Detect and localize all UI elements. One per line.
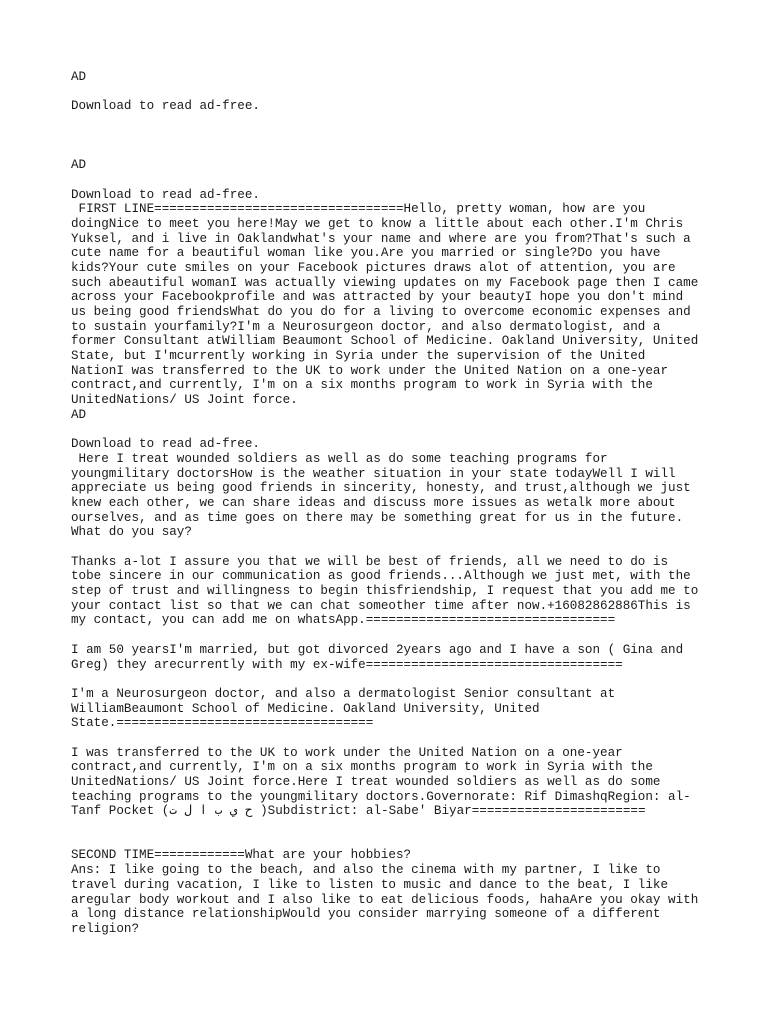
- text-line: teaching programs to the youngmilitary doctors.Governorate: Rif DimashqRegion: al-: [71, 789, 691, 804]
- text-line: Ans: I like going to the beach, and also the cinema with my partner, I like to: [71, 863, 661, 878]
- text-line: I am 50 yearsI'm married, but got divorced 2years ago and I have a son ( Gina and: [71, 642, 684, 657]
- text-line: your contact list so that we can chat someother time after now.+16082862886This is: [71, 598, 691, 613]
- text-line: step of trust and willingness to begin thisfriendship, I request that you add me to: [71, 584, 699, 599]
- text-line: travel during vacation, I like to listen to music and dance to the beat, I like: [71, 877, 669, 892]
- text-line: my contact, you can add me on whatsApp.=================================: [71, 613, 616, 628]
- text-line: aregular body workout and I also like to eat delicious foods, hahaAre you okay with: [71, 892, 699, 907]
- text-line: ourselves, and as time goes on there may be something great for us in the future.: [71, 510, 684, 525]
- text-line: such abeautiful womanI was actually viewing updates on my Facebook page then I came: [71, 275, 699, 290]
- paragraph-neurosurgeon: [71, 687, 711, 731]
- text-line: contract,and currently, I'm on a six months program to work in Syria with the: [71, 760, 653, 775]
- text-line: across your Facebookprofile and was attracted by your beautyI hope you don't mind: [71, 290, 684, 305]
- text-line: State, but I'mcurrently working in Syria under the supervision of the United: [71, 349, 646, 364]
- text-line: UnitedNations/ US Joint force.Here I treat wounded soldiers as well as do some: [71, 775, 661, 789]
- text-line: us being good friendsWhat do you do for a living to overcome economic expenses and: [71, 305, 691, 319]
- text-line: SECOND TIME============What are your hobbies?: [71, 848, 412, 863]
- text-line: I'm a Neurosurgeon doctor, and also a dermatologist Senior consultant at: [71, 686, 616, 701]
- text-line: Greg) they arecurrently with my ex-wife==================================: [71, 657, 623, 672]
- text-line: a long distance relationshipWould you consider marrying someone of a different: [71, 907, 661, 922]
- text-line: doingNice to meet you here!May we get to know a little about each other.I'm Chris: [71, 216, 684, 231]
- text-line: Here I treat wounded soldiers as well as do some teaching programs for: [71, 451, 608, 466]
- text-line: NationI was transferred to the UK to work under the United Nation on a one-year: [71, 363, 669, 378]
- text-line: cute name for a beautiful woman like you.Are you married or single?Do you have: [71, 246, 661, 261]
- paragraph-age: [71, 643, 711, 672]
- paragraph-second-time: [71, 848, 711, 936]
- ad-label-3: AD: [71, 407, 87, 422]
- text-line: UnitedNations/ US Joint force.: [71, 393, 298, 408]
- text-line: kids?Your cute smiles on your Facebook pictures draws alot of attention, you are: [71, 260, 676, 275]
- text-line: tobe sincere in our communication as good friends...Although we just met, with the: [71, 569, 691, 584]
- text-line: FIRST LINE=================================Hello, pretty woman, how are you: [71, 202, 646, 217]
- text-line: What do you say?: [71, 525, 192, 540]
- text-line: Thanks a-lot I assure you that we will be best of friends, all we need to do is: [71, 554, 669, 569]
- text-line: contract,and currently, I'm on a six months program to work in Syria with the: [71, 378, 653, 393]
- ad-label-2: AD: [71, 158, 87, 173]
- document-page: [71, 70, 711, 937]
- text-line: appreciate us being good friends in sincerity, honesty, and trust,although we just: [71, 481, 691, 496]
- ad-label-1: AD: [71, 70, 87, 84]
- paragraph-treat-soldiers: [71, 452, 711, 540]
- text-line: Tanf Pocket (ح ي ب ا ل ت )Subdistrict: al-Sabe' Biyar=======================: [71, 804, 646, 819]
- download-ad-free-link-3[interactable]: Download to read ad-free.: [71, 437, 260, 452]
- text-line: to sustain yourfamily?I'm a Neurosurgeon doctor, and also dermatologist, and a: [71, 319, 661, 334]
- text-line: State.==================================: [71, 716, 374, 731]
- download-ad-free-link-2[interactable]: Download to read ad-free.: [71, 187, 260, 202]
- text-line: religion?: [71, 921, 140, 936]
- text-line: WilliamBeaumont School of Medicine. Oakland University, United: [71, 701, 540, 716]
- text-line: knew each other, we can share ideas and discuss more issues as wetalk more about: [71, 495, 676, 510]
- text-line: former Consultant atWilliam Beaumont School of Medicine. Oakland University, United: [71, 334, 699, 349]
- paragraph-transferred: [71, 746, 711, 819]
- paragraph-thanks: [71, 555, 711, 628]
- text-line: Yuksel, and i live in Oaklandwhat's your name and where are you from?That's such a: [71, 231, 691, 246]
- download-ad-free-link-1[interactable]: Download to read ad-free.: [71, 99, 260, 114]
- paragraph-first-line: [71, 202, 711, 408]
- text-line: I was transferred to the UK to work under the United Nation on a one-year: [71, 745, 623, 760]
- text-line: youngmilitary doctorsHow is the weather situation in your state todayWell I will: [71, 466, 676, 481]
